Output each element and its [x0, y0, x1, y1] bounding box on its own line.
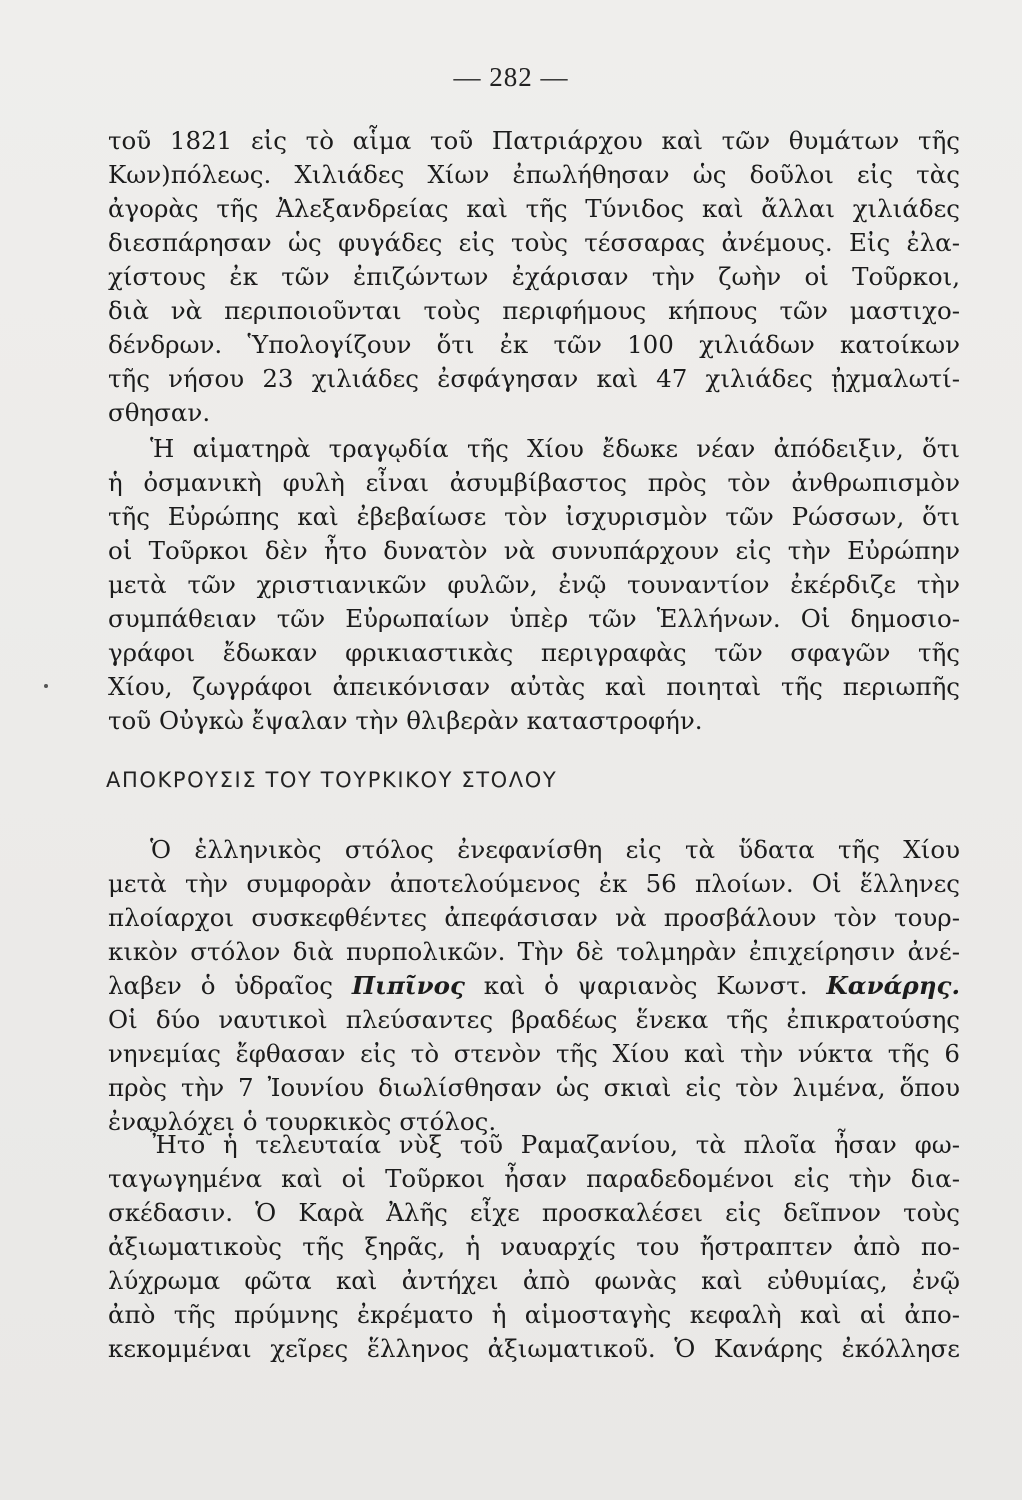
section-heading: ΑΠΟΚΡΟΥΣΙΣ ΤΟΥ ΤΟΥΡΚΙΚΟΥ ΣΤΟΛΟΥ	[106, 768, 558, 792]
text-line: συμπάθειαν τῶν Εὐρωπαίων ὑπὲρ τῶν Ἑλλήνων. Οἱ δημοσιο-	[108, 604, 960, 633]
text-line: τοῦ Οὐγκὼ ἔψαλαν τὴν θλιβερὰν καταστροφήν.	[108, 706, 703, 735]
text-line: κεκομμέναι χεῖρες ἕλληνος ἀξιωματικοῦ. Ὁ Κανάρης ἐκόλλησε	[108, 1334, 960, 1363]
paragraph-3	[108, 833, 960, 1139]
text-line: διεσπάρησαν ὡς φυγάδες εἰς τοὺς τέσσαρας ἀνέμους. Εἰς ἐλα-	[108, 228, 960, 257]
text-line: σθησαν.	[108, 398, 211, 427]
text-line: μετὰ τῶν χριστιανικῶν φυλῶν, ἐνῷ τουναντίον ἐκέρδιζε τὴν	[108, 570, 960, 599]
page-number: — 282 —	[453, 62, 569, 92]
text-line: Οἱ δύο ναυτικοὶ πλεύσαντες βραδέως ἕνεκα τῆς ἐπικρατούσης	[108, 1005, 960, 1034]
text-line: ἐναυλόχει ὁ τουρκικὸς στόλος.	[108, 1107, 497, 1136]
text-line: τῆς νήσου 23 χιλιάδες ἐσφάγησαν καὶ 47 χιλιάδες ᾐχμαλωτί-	[108, 364, 960, 393]
text-line: σκέδασιν. Ὁ Καρὰ Ἀλῆς εἶχε προσκαλέσει εἰς δεῖπνον τοὺς	[108, 1198, 960, 1227]
text-line: χίστους ἐκ τῶν ἐπιζώντων ἐχάρισαν τὴν ζωὴν οἱ Τοῦρκοι,	[108, 262, 960, 291]
name-kanaris: Κανάρης.	[826, 971, 960, 1000]
text-line: ἀγορὰς τῆς Ἀλεξανδρείας καὶ τῆς Τύνιδος καὶ ἄλλαι χιλιάδες	[108, 194, 960, 223]
margin-mark	[44, 684, 48, 688]
text-line: πλοίαρχοι συσκεφθέντες ἀπεφάσισαν νὰ προσβάλουν τὸν τουρ-	[108, 903, 960, 932]
text-line: ἀξιωματικοὺς τῆς ξηρᾶς, ἡ ναυαρχίς του ἤστραπτεν ἀπὸ πο-	[108, 1232, 960, 1261]
text-segment: καὶ ὁ ψαριανὸς Κωνστ.	[483, 971, 808, 1000]
text-line: τῆς Εὐρώπης καὶ ἐβεβαίωσε τὸν ἰσχυρισμὸν τῶν Ρώσσων, ὅτι	[108, 502, 960, 531]
name-pipinos: Πιπῖνος	[351, 971, 465, 1000]
text-line: γράφοι ἔδωκαν φρικιαστικὰς περιγραφὰς τῶν σφαγῶν τῆς	[108, 638, 960, 667]
text-line: Χίου, ζωγράφοι ἀπεικόνισαν αὐτὰς καὶ ποιηταὶ τῆς περιωπῆς	[108, 672, 960, 701]
text-line: Ἡ αἱματηρὰ τραγῳδία τῆς Χίου ἔδωκε νέαν ἀπόδειξιν, ὅτι	[150, 434, 960, 463]
text-line: Κων)πόλεως. Χιλιάδες Χίων ἐπωλήθησαν ὡς δοῦλοι εἰς τὰς	[108, 160, 960, 189]
text-line: Ὁ ἑλληνικὸς στόλος ἐνεφανίσθη εἰς τὰ ὕδατα τῆς Χίου	[150, 835, 960, 864]
text-line: κικὸν στόλον διὰ πυρπολικῶν. Τὴν δὲ τολμηρὰν ἐπιχείρησιν ἀνέ-	[108, 937, 960, 966]
text-line: ἡ ὀσμανικὴ φυλὴ εἶναι ἀσυμβίβαστος πρὸς τὸν ἀνθρωπισμὸν	[108, 468, 960, 497]
paragraph-2	[108, 432, 960, 738]
text-line: πρὸς τὴν 7 Ἰουνίου διωλίσθησαν ὡς σκιαὶ εἰς τὸν λιμένα, ὅπου	[108, 1073, 960, 1102]
text-line: τοῦ 1821 εἰς τὸ αἷμα τοῦ Πατριάρχου καὶ τῶν θυμάτων τῆς	[108, 126, 960, 155]
text-line: οἱ Τοῦρκοι δὲν ἦτο δυνατὸν νὰ συνυπάρχουν εἰς τὴν Εὐρώπην	[108, 536, 960, 565]
text-line: ταγωγημένα καὶ οἱ Τοῦρκοι ἦσαν παραδεδομένοι εἰς τὴν δια-	[108, 1164, 960, 1193]
text-segment: λαβεν ὁ ὑδραῖος	[108, 971, 333, 1000]
text-line: διὰ νὰ περιποιοῦνται τοὺς περιφήμους κήπους τῶν μαστιχο-	[108, 296, 960, 325]
text-line: ἀπὸ τῆς πρύμνης ἐκρέματο ἡ αἱμοσταγὴς κεφαλὴ καὶ αἱ ἀπο-	[108, 1300, 960, 1329]
text-line: μετὰ τὴν συμφορὰν ἀποτελούμενος ἐκ 56 πλοίων. Οἱ ἕλληνες	[108, 869, 960, 898]
paragraph-1	[108, 124, 960, 430]
paragraph-4	[108, 1128, 960, 1366]
text-line-with-names	[108, 969, 960, 1003]
text-line: δένδρων. Ὑπολογίζουν ὅτι ἐκ τῶν 100 χιλιάδων κατοίκων	[108, 330, 960, 359]
text-line: Ἦτο ἡ τελευταία νὺξ τοῦ Ραμαζανίου, τὰ πλοῖα ἦσαν φω-	[150, 1130, 960, 1159]
text-line: νηνεμίας ἔφθασαν εἰς τὸ στενὸν τῆς Χίου καὶ τὴν νύκτα τῆς 6	[108, 1039, 960, 1068]
text-line: λύχρωμα φῶτα καὶ ἀντήχει ἀπὸ φωνὰς καὶ εὐθυμίας, ἐνῷ	[108, 1266, 960, 1295]
